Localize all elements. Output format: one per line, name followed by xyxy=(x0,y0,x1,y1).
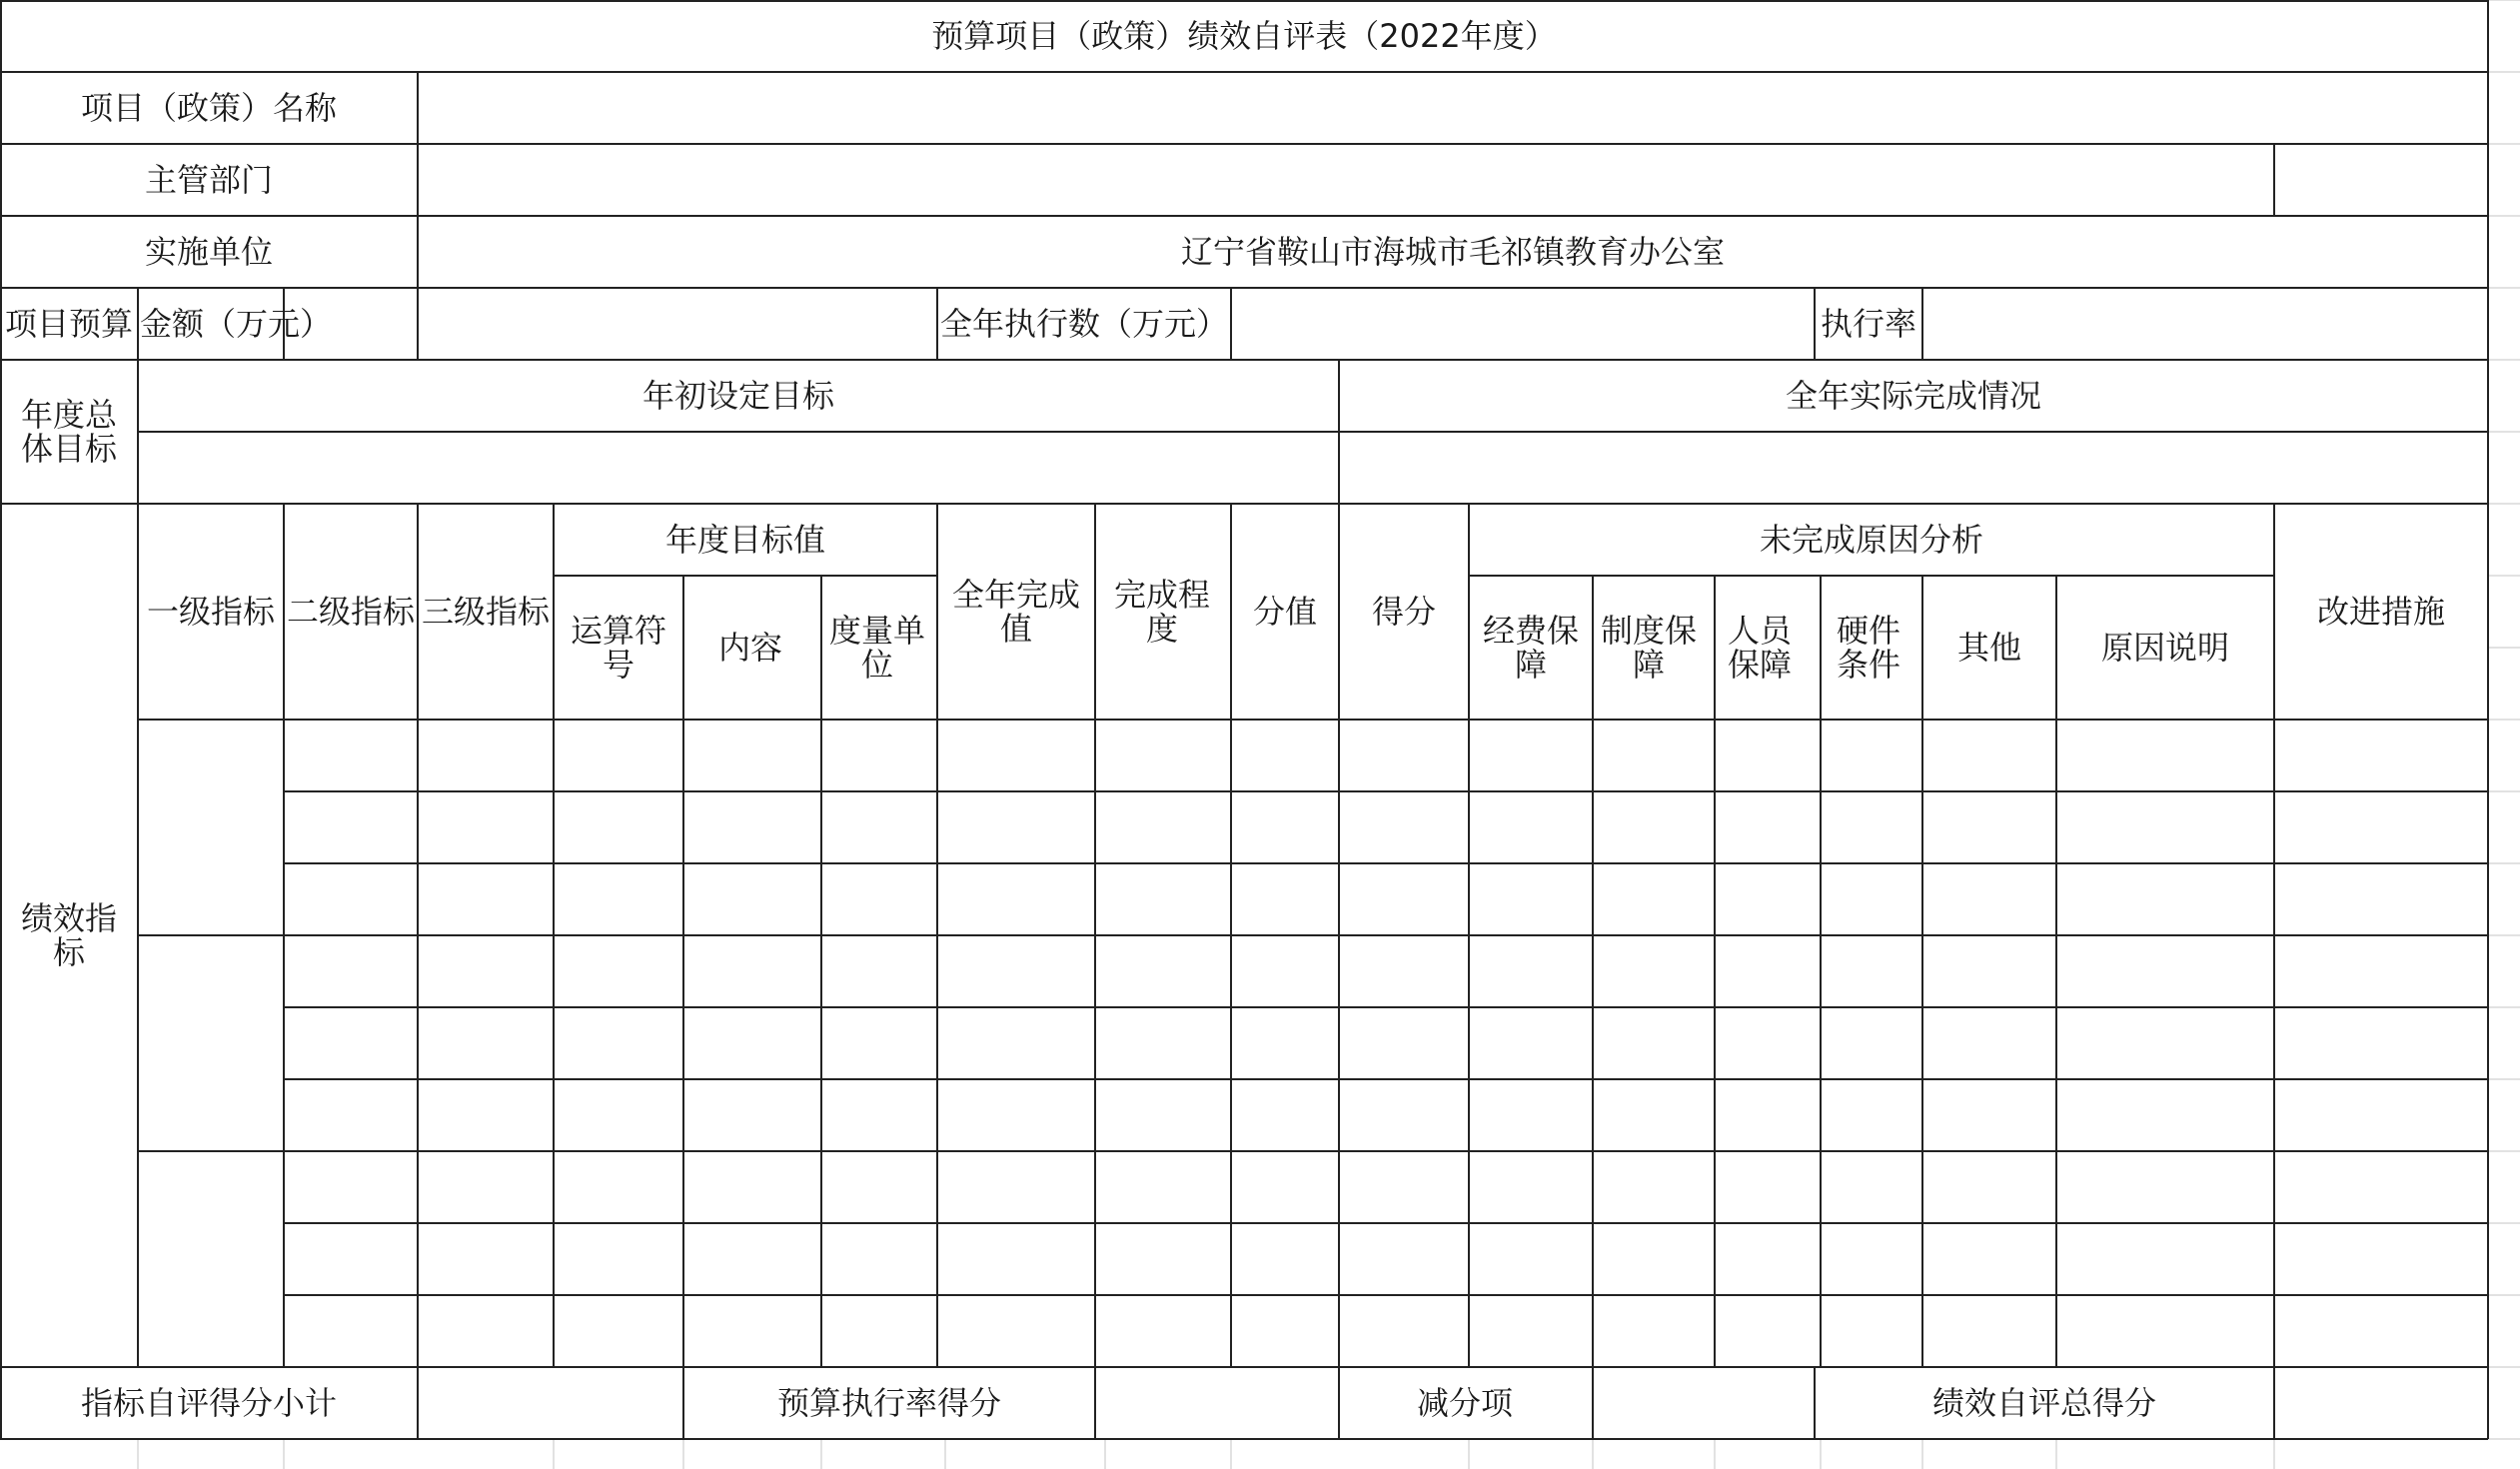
department-value-cell[interactable] xyxy=(418,144,2273,216)
initial-target-value-cell[interactable] xyxy=(138,432,1339,504)
annual-completion-header: 全年完成值 xyxy=(951,576,1080,648)
unit-value: 辽宁省鞍山市海城市毛祁镇教育办公室 xyxy=(1180,233,1725,271)
level3-indicator-header: 三级指标 xyxy=(421,593,550,631)
improvement-header: 改进措施 xyxy=(2316,593,2445,631)
target-value-header: 年度目标值 xyxy=(664,521,825,559)
department-label: 主管部门 xyxy=(144,161,273,199)
weight-header: 分值 xyxy=(1252,593,1317,631)
budget-amount-label: 金额（万元） xyxy=(139,305,332,343)
reason-analysis-header: 未完成原因分析 xyxy=(1759,521,1983,559)
level1-indicator-header: 一级指标 xyxy=(146,593,275,631)
annual-goal-label: 年度总体目标 xyxy=(20,396,117,468)
reason-desc-header: 原因说明 xyxy=(2100,629,2229,667)
exec-rate-label: 执行率 xyxy=(1820,305,1916,343)
unit-header: 度量单位 xyxy=(828,612,925,684)
system-header: 制度保障 xyxy=(1600,612,1697,684)
level2-indicator-header: 二级指标 xyxy=(286,593,415,631)
content-header: 内容 xyxy=(717,629,782,667)
budget-exec-score-label: 预算执行率得分 xyxy=(776,1384,1001,1422)
deduction-label: 减分项 xyxy=(1416,1384,1513,1422)
actual-completion-value-cell[interactable] xyxy=(1339,432,2488,504)
project-name-label: 项目（政策）名称 xyxy=(80,89,337,127)
sheet-title: 预算项目（政策）绩效自评表（2022年度） xyxy=(931,17,1557,55)
unit-label: 实施单位 xyxy=(144,233,273,271)
budget-label: 项目预算 xyxy=(4,305,133,343)
annual-exec-label: 全年执行数（万元） xyxy=(939,305,1228,343)
total-score-label: 绩效自评总得分 xyxy=(1931,1384,2156,1422)
completion-degree-header: 完成程度 xyxy=(1113,576,1210,648)
score-header: 得分 xyxy=(1371,593,1436,631)
operator-header: 运算符号 xyxy=(570,612,666,684)
initial-target-header: 年初设定目标 xyxy=(641,377,834,415)
other-header: 其他 xyxy=(1956,629,2021,667)
indicators-label: 绩效指标 xyxy=(20,899,117,971)
funding-header: 经费保障 xyxy=(1482,612,1579,684)
hardware-header: 硬件条件 xyxy=(1836,612,1900,684)
project-name-value-cell[interactable] xyxy=(418,72,2488,144)
personnel-header: 人员保障 xyxy=(1727,612,1792,684)
actual-completion-header: 全年实际完成情况 xyxy=(1785,377,2041,415)
subtotal-label: 指标自评得分小计 xyxy=(80,1384,337,1422)
